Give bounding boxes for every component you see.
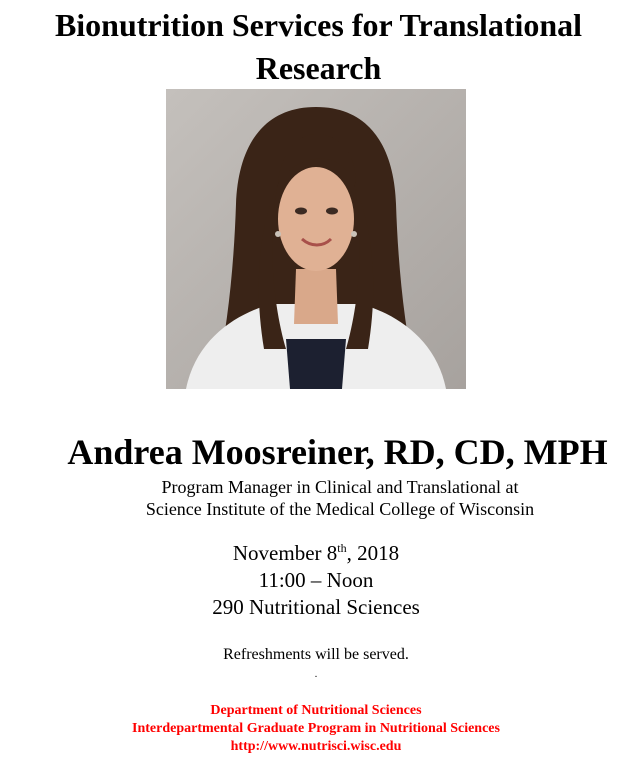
footer-url: http://www.nutrisci.wisc.edu: [230, 739, 402, 754]
event-date-superscript: th: [337, 541, 347, 555]
event-date-prefix: November 8: [232, 541, 338, 565]
event-time: 11:00 – Noon: [258, 568, 374, 592]
refreshments-note: Refreshments will be served.: [223, 646, 409, 663]
event-title: [0, 4, 637, 90]
speaker-portrait-icon: [166, 89, 466, 389]
footer-department: Department of Nutritional Sciences: [210, 703, 422, 718]
affiliation-line1: Program Manager in Clinical and Translational at: [161, 477, 519, 497]
footer-program: Interdepartmental Graduate Program in Nutritional Sciences: [132, 721, 500, 736]
footer: [0, 702, 632, 756]
speaker-affiliation: [0, 476, 637, 520]
speaker-photo: [166, 89, 466, 389]
event-details: [0, 540, 632, 621]
speaker-name: Andrea Moosreiner, RD, CD, MPH: [67, 432, 608, 472]
event-location: 290 Nutritional Sciences: [212, 595, 420, 619]
event-title-line1: Bionutrition Services for Translational: [54, 7, 583, 43]
stray-dot: .: [314, 669, 318, 680]
event-date-suffix: , 2018: [346, 541, 400, 565]
event-date: [0, 540, 632, 567]
affiliation-line2: Science Institute of the Medical College of Wisconsin: [145, 499, 535, 519]
event-title-line2: Research: [255, 50, 382, 86]
